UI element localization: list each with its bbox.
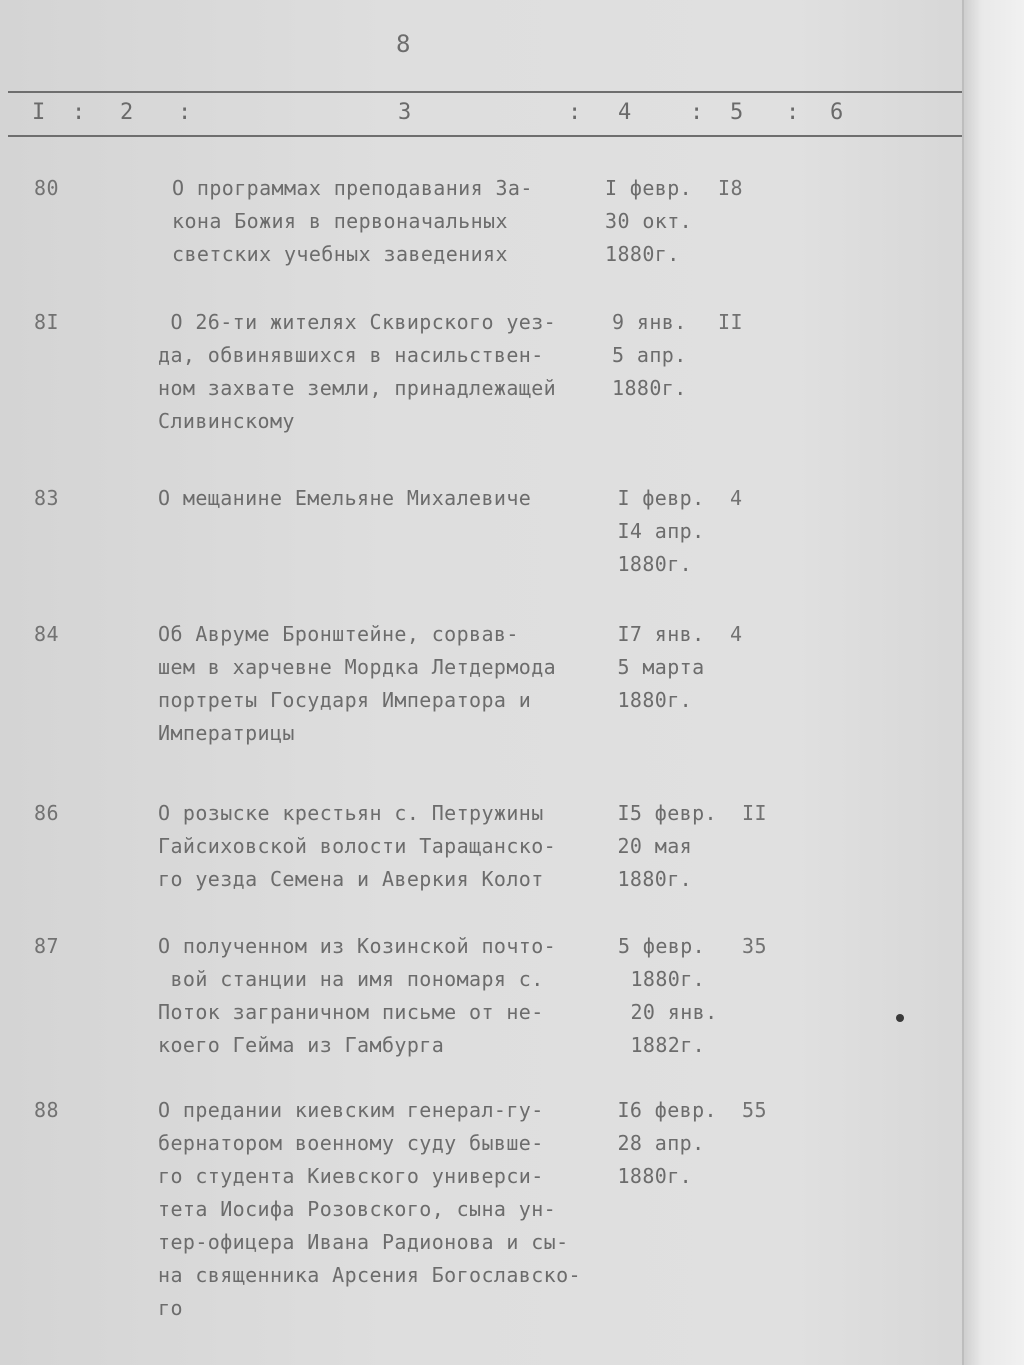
- date-line: 5 февр.: [618, 934, 706, 958]
- date-line: 1880г.: [618, 967, 706, 991]
- entry-dates: [605, 172, 725, 271]
- title-line: го: [158, 1296, 183, 1320]
- entry-number: 8I: [34, 310, 59, 334]
- date-line: I7 янв.: [605, 622, 705, 646]
- title-line: го студента Киевского универси-: [158, 1164, 544, 1188]
- entry-dates: [605, 797, 725, 896]
- column-header-3: 3: [398, 100, 412, 125]
- entry-title: [172, 172, 627, 271]
- column-separator: :: [690, 100, 704, 125]
- date-line: 1882г.: [618, 1033, 706, 1057]
- entry-title: [158, 1094, 613, 1325]
- date-line: 1880г.: [605, 867, 693, 891]
- date-line: 20 янв.: [618, 1000, 718, 1024]
- date-line: 1880г.: [605, 552, 693, 576]
- date-line: 20 мая: [605, 834, 693, 858]
- title-line: вой станции на имя пономаря с.: [158, 967, 544, 991]
- title-line: О мещанине Емельяне Михалевиче: [158, 486, 532, 510]
- date-line: 30 окт.: [605, 209, 693, 233]
- title-line: тета Иосифа Розовского, сына ун-: [158, 1197, 557, 1221]
- title-line: О полученном из Козинской почто-: [158, 934, 557, 958]
- column-separator: :: [72, 100, 86, 125]
- entry-dates: [605, 618, 725, 717]
- entry-dates: [612, 306, 732, 405]
- entry-number: 86: [34, 801, 59, 825]
- title-line: Императрицы: [158, 721, 295, 745]
- date-line: I4 апр.: [605, 519, 705, 543]
- title-line: коего Гейма из Гамбурга: [158, 1033, 445, 1057]
- entry-number: 84: [34, 622, 59, 646]
- date-line: I февр.: [605, 176, 693, 200]
- title-line: да, обвинявшихся в насильствен-: [158, 343, 544, 367]
- column-separator: :: [786, 100, 800, 125]
- title-line: бернатором военному суду бывше-: [158, 1131, 544, 1155]
- header-rule-bottom: [8, 135, 968, 137]
- title-line: светских учебных заведениях: [172, 242, 508, 266]
- entry-sheet-count: 55: [742, 1098, 767, 1122]
- entry-title: [158, 797, 613, 896]
- date-line: 1880г.: [612, 376, 687, 400]
- date-line: I февр.: [605, 486, 705, 510]
- date-line: 9 янв.: [612, 310, 687, 334]
- header-rule-top: [8, 91, 968, 93]
- date-line: 1880г.: [605, 688, 693, 712]
- title-line: шем в харчевне Мордка Летдермода: [158, 655, 557, 679]
- title-line: Сливинскому: [158, 409, 295, 433]
- title-line: О программах преподавания За-: [172, 176, 533, 200]
- page-number: 8: [396, 30, 411, 58]
- entry-dates: [605, 482, 725, 581]
- column-header-4: 4: [618, 100, 632, 125]
- entry-title: [158, 618, 613, 750]
- date-line: I6 февр.: [605, 1098, 717, 1122]
- title-line: тер-офицера Ивана Радионова и сы-: [158, 1230, 569, 1254]
- entry-number: 80: [34, 176, 59, 200]
- title-line: ном захвате земли, принадлежащей: [158, 376, 557, 400]
- column-header-6: 6: [830, 100, 844, 125]
- column-headers: [0, 100, 990, 130]
- page-edge: [962, 0, 1024, 1365]
- entry-title: [158, 306, 613, 438]
- column-separator: :: [178, 100, 192, 125]
- title-line: Гайсиховской волости Таращанско-: [158, 834, 557, 858]
- title-line: Об Авруме Бронштейне, сорвав-: [158, 622, 519, 646]
- entry-sheet-count: 4: [730, 622, 743, 646]
- title-line: О 26-ти жителях Сквирского уез-: [158, 310, 557, 334]
- entry-number: 83: [34, 486, 59, 510]
- entry-number: 88: [34, 1098, 59, 1122]
- entry-sheet-count: II: [742, 801, 767, 825]
- title-line: Поток заграничном письме от не-: [158, 1000, 544, 1024]
- title-line: на священника Арсения Богославско-: [158, 1263, 581, 1287]
- entry-dates: [605, 1094, 725, 1193]
- entry-sheet-count: 35: [742, 934, 767, 958]
- title-line: кона Божия в первоначальных: [172, 209, 508, 233]
- title-line: го уезда Семена и Аверкия Колот: [158, 867, 544, 891]
- title-line: О предании киевским генерал-гу-: [158, 1098, 544, 1122]
- entry-title: [158, 482, 613, 515]
- date-line: 1880г.: [605, 1164, 693, 1188]
- entry-sheet-count: II: [718, 310, 743, 334]
- column-header-5: 5: [730, 100, 744, 125]
- date-line: 5 апр.: [612, 343, 687, 367]
- date-line: 28 апр.: [605, 1131, 705, 1155]
- entry-number: 87: [34, 934, 59, 958]
- entry-title: [158, 930, 613, 1062]
- entry-dates: [618, 930, 738, 1062]
- entry-sheet-count: I8: [718, 176, 743, 200]
- column-header-1: I: [32, 100, 46, 125]
- ink-speck: [896, 1014, 904, 1022]
- column-header-2: 2: [120, 100, 134, 125]
- date-line: I5 февр.: [605, 801, 717, 825]
- title-line: О розыске крестьян с. Петружины: [158, 801, 544, 825]
- title-line: портреты Государя Императора и: [158, 688, 532, 712]
- column-separator: :: [568, 100, 582, 125]
- date-line: 5 марта: [605, 655, 705, 679]
- date-line: 1880г.: [605, 242, 680, 266]
- entry-sheet-count: 4: [730, 486, 743, 510]
